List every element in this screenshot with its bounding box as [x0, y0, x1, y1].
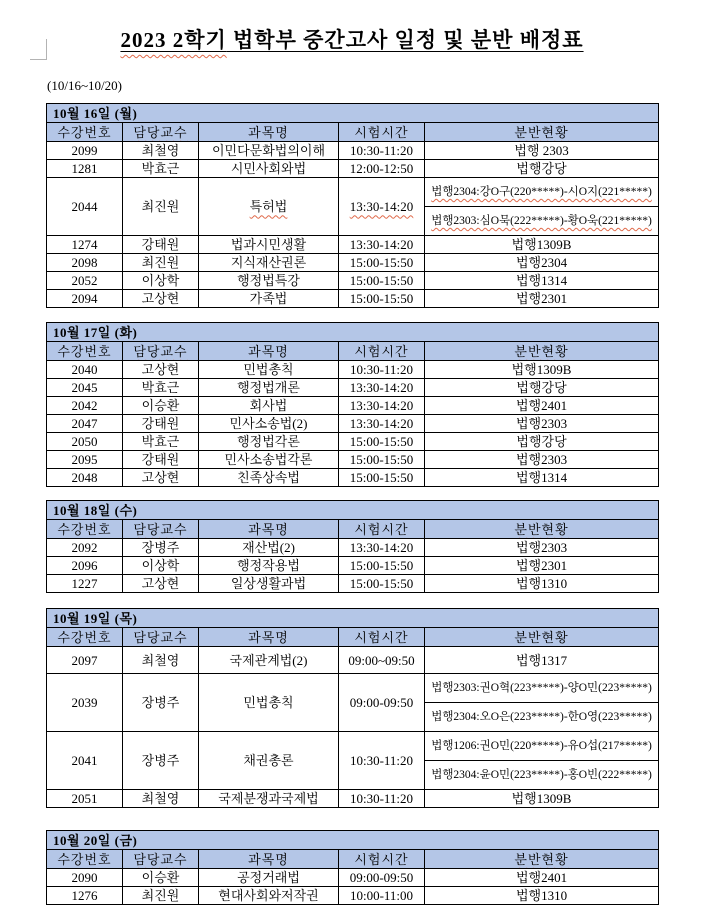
- column-header: 수강번호: [47, 628, 123, 647]
- page-title: [0, 27, 704, 53]
- cell-course-no: 2045: [47, 379, 123, 397]
- cell-room: 법행2304:강O구(220*****)-시O지(221*****): [425, 178, 659, 207]
- cell-time: 15:00-15:50: [339, 575, 425, 593]
- cell-subject: 민사소송법(2): [199, 415, 339, 433]
- cell-professor: 이승환: [123, 397, 199, 415]
- cell-subject: 채권총론: [199, 732, 339, 790]
- cell-professor: 최진원: [123, 254, 199, 272]
- column-header: 수강번호: [47, 850, 123, 869]
- cell-time: 13:30-14:20: [339, 178, 425, 236]
- column-header: 수강번호: [47, 123, 123, 142]
- day-label: 10월 18일 (수): [47, 501, 659, 520]
- day-label: 10월 16일 (월): [47, 104, 659, 123]
- cell-time: 10:00-11:00: [339, 887, 425, 905]
- cell-professor: 박효근: [123, 433, 199, 451]
- cell-professor: 이상학: [123, 272, 199, 290]
- cell-room: 법행강당: [425, 160, 659, 178]
- column-header: 수강번호: [47, 520, 123, 539]
- cell-time: 13:30-14:20: [339, 415, 425, 433]
- cell-professor: 최진원: [123, 887, 199, 905]
- cell-professor: 이상학: [123, 557, 199, 575]
- cell-subject: 이민다문화법의이해: [199, 142, 339, 160]
- day-table: [46, 103, 659, 308]
- cell-room: 법행2303: [425, 451, 659, 469]
- cell-course-no: 2095: [47, 451, 123, 469]
- cell-subject: 지식재산권론: [199, 254, 339, 272]
- cell-professor: 최철영: [123, 790, 199, 808]
- column-header: 담당교수: [123, 628, 199, 647]
- cell-room: 법행1309B: [425, 790, 659, 808]
- cell-subject: 회사법: [199, 397, 339, 415]
- cell-course-no: 2098: [47, 254, 123, 272]
- cell-time: 13:30-14:20: [339, 539, 425, 557]
- column-header: 시험시간: [339, 628, 425, 647]
- column-header: 담당교수: [123, 520, 199, 539]
- column-header: 분반현황: [425, 850, 659, 869]
- cell-course-no: 2040: [47, 361, 123, 379]
- cell-time: 15:00-15:50: [339, 451, 425, 469]
- column-header: 시험시간: [339, 520, 425, 539]
- cell-room: 법행강당: [425, 433, 659, 451]
- cell-course-no: 2099: [47, 142, 123, 160]
- column-header: 수강번호: [47, 342, 123, 361]
- cell-subject: 국제분쟁과국제법: [199, 790, 339, 808]
- cell-subject: 재산법(2): [199, 539, 339, 557]
- column-header: 담당교수: [123, 850, 199, 869]
- cell-time: 13:30-14:20: [339, 379, 425, 397]
- cell-professor: 최진원: [123, 178, 199, 236]
- cell-course-no: 2052: [47, 272, 123, 290]
- cell-room: 법행2401: [425, 869, 659, 887]
- cell-subject: 현대사회와저작권: [199, 887, 339, 905]
- date-range: (10/16~10/20): [47, 78, 122, 94]
- cell-course-no: 2090: [47, 869, 123, 887]
- cell-professor: 장병주: [123, 732, 199, 790]
- cell-time: 09:00~09:50: [339, 647, 425, 674]
- cell-room: 법행1314: [425, 272, 659, 290]
- cell-professor: 장병주: [123, 674, 199, 732]
- cell-course-no: 2096: [47, 557, 123, 575]
- cell-time: 15:00-15:50: [339, 254, 425, 272]
- cell-time: 10:30-11:20: [339, 732, 425, 790]
- page-title-rest: 법학부 중간고사 일정 및 분반 배정표: [226, 28, 584, 52]
- cell-subject: 일상생활과법: [199, 575, 339, 593]
- page-title-year-term: 2023 2학기: [120, 28, 227, 52]
- cell-professor: 고상현: [123, 575, 199, 593]
- column-header: 분반현황: [425, 123, 659, 142]
- cell-professor: 고상현: [123, 469, 199, 487]
- column-header: 과목명: [199, 520, 339, 539]
- cell-time: 15:00-15:50: [339, 433, 425, 451]
- cell-room: 법행2303:심O묵(222*****)-황O욱(221*****): [425, 207, 659, 236]
- cell-time: 10:30-11:20: [339, 790, 425, 808]
- cell-time: 15:00-15:50: [339, 290, 425, 308]
- cell-subject: 법과시민생활: [199, 236, 339, 254]
- cell-time: 10:30-11:20: [339, 142, 425, 160]
- cell-course-no: 2041: [47, 732, 123, 790]
- cell-course-no: 2092: [47, 539, 123, 557]
- cell-course-no: 1281: [47, 160, 123, 178]
- cell-professor: 장병주: [123, 539, 199, 557]
- cell-room: 법행2401: [425, 397, 659, 415]
- column-header: 분반현황: [425, 342, 659, 361]
- cell-professor: 최철영: [123, 647, 199, 674]
- cell-professor: 강태원: [123, 236, 199, 254]
- cell-time: 10:30-11:20: [339, 361, 425, 379]
- cell-subject: 행정작용법: [199, 557, 339, 575]
- cell-professor: 이승환: [123, 869, 199, 887]
- cell-course-no: 2044: [47, 178, 123, 236]
- cell-professor: 박효근: [123, 379, 199, 397]
- day-table: [46, 322, 659, 487]
- cell-subject: 공정거래법: [199, 869, 339, 887]
- day-label: 10월 17일 (화): [47, 323, 659, 342]
- cell-subject: 민사소송법각론: [199, 451, 339, 469]
- cell-room: 법행2304:윤O민(223*****)-홍O빈(222*****): [425, 761, 659, 790]
- column-header: 과목명: [199, 342, 339, 361]
- cell-room: 법행2304: [425, 254, 659, 272]
- cell-room: 법행1206:권O민(220*****)-유O섭(217*****): [425, 732, 659, 761]
- cell-subject: 국제관계법(2): [199, 647, 339, 674]
- schedule-tables: [46, 103, 658, 905]
- cell-time: 13:30-14:20: [339, 397, 425, 415]
- cell-course-no: 2097: [47, 647, 123, 674]
- cell-time: 15:00-15:50: [339, 272, 425, 290]
- cell-time: 13:30-14:20: [339, 236, 425, 254]
- cell-room: 법행2303:권O혁(223*****)-양O민(223*****): [425, 674, 659, 703]
- cell-course-no: 2047: [47, 415, 123, 433]
- cell-room: 법행2301: [425, 557, 659, 575]
- cell-subject: 행정법개론: [199, 379, 339, 397]
- cell-professor: 강태원: [123, 415, 199, 433]
- cell-course-no: 1276: [47, 887, 123, 905]
- column-header: 담당교수: [123, 123, 199, 142]
- cell-subject: 민법총칙: [199, 361, 339, 379]
- cell-room: 법행2303: [425, 539, 659, 557]
- day-label: 10월 19일 (목): [47, 609, 659, 628]
- day-table: [46, 830, 659, 905]
- cell-subject: 친족상속법: [199, 469, 339, 487]
- cell-course-no: 1227: [47, 575, 123, 593]
- column-header: 분반현황: [425, 628, 659, 647]
- cell-room: 법행2301: [425, 290, 659, 308]
- cell-subject: 시민사회와법: [199, 160, 339, 178]
- cell-time: 12:00-12:50: [339, 160, 425, 178]
- cell-room: 법행 2303: [425, 142, 659, 160]
- column-header: 과목명: [199, 628, 339, 647]
- cell-room: 법행1310: [425, 887, 659, 905]
- cell-room: 법행1314: [425, 469, 659, 487]
- cell-room: 법행2304:오O은(223*****)-한O영(223*****): [425, 703, 659, 732]
- cell-room: 법행1309B: [425, 236, 659, 254]
- cell-professor: 최철영: [123, 142, 199, 160]
- cell-subject: 행정법특강: [199, 272, 339, 290]
- column-header: 시험시간: [339, 850, 425, 869]
- cell-subject: 특허법: [199, 178, 339, 236]
- column-header: 담당교수: [123, 342, 199, 361]
- cell-course-no: 2042: [47, 397, 123, 415]
- cell-room: 법행1309B: [425, 361, 659, 379]
- cell-time: 09:00-09:50: [339, 674, 425, 732]
- cell-room: 법행2303: [425, 415, 659, 433]
- text-boundary-corner-mark: [30, 39, 47, 60]
- cell-time: 15:00-15:50: [339, 469, 425, 487]
- cell-time: 09:00-09:50: [339, 869, 425, 887]
- cell-room: 법행1317: [425, 647, 659, 674]
- column-header: 과목명: [199, 123, 339, 142]
- cell-course-no: 2048: [47, 469, 123, 487]
- column-header: 분반현황: [425, 520, 659, 539]
- column-header: 시험시간: [339, 342, 425, 361]
- cell-room: 법행1310: [425, 575, 659, 593]
- cell-professor: 고상현: [123, 290, 199, 308]
- cell-course-no: 2050: [47, 433, 123, 451]
- cell-time: 15:00-15:50: [339, 557, 425, 575]
- column-header: 시험시간: [339, 123, 425, 142]
- cell-professor: 박효근: [123, 160, 199, 178]
- cell-course-no: 2094: [47, 290, 123, 308]
- cell-course-no: 1274: [47, 236, 123, 254]
- cell-room: 법행강당: [425, 379, 659, 397]
- day-label: 10월 20일 (금): [47, 831, 659, 850]
- day-table: [46, 608, 659, 808]
- day-table: [46, 500, 659, 593]
- cell-subject: 가족법: [199, 290, 339, 308]
- cell-professor: 강태원: [123, 451, 199, 469]
- column-header: 과목명: [199, 850, 339, 869]
- cell-professor: 고상현: [123, 361, 199, 379]
- cell-subject: 민법총칙: [199, 674, 339, 732]
- cell-course-no: 2051: [47, 790, 123, 808]
- cell-course-no: 2039: [47, 674, 123, 732]
- cell-subject: 행정법각론: [199, 433, 339, 451]
